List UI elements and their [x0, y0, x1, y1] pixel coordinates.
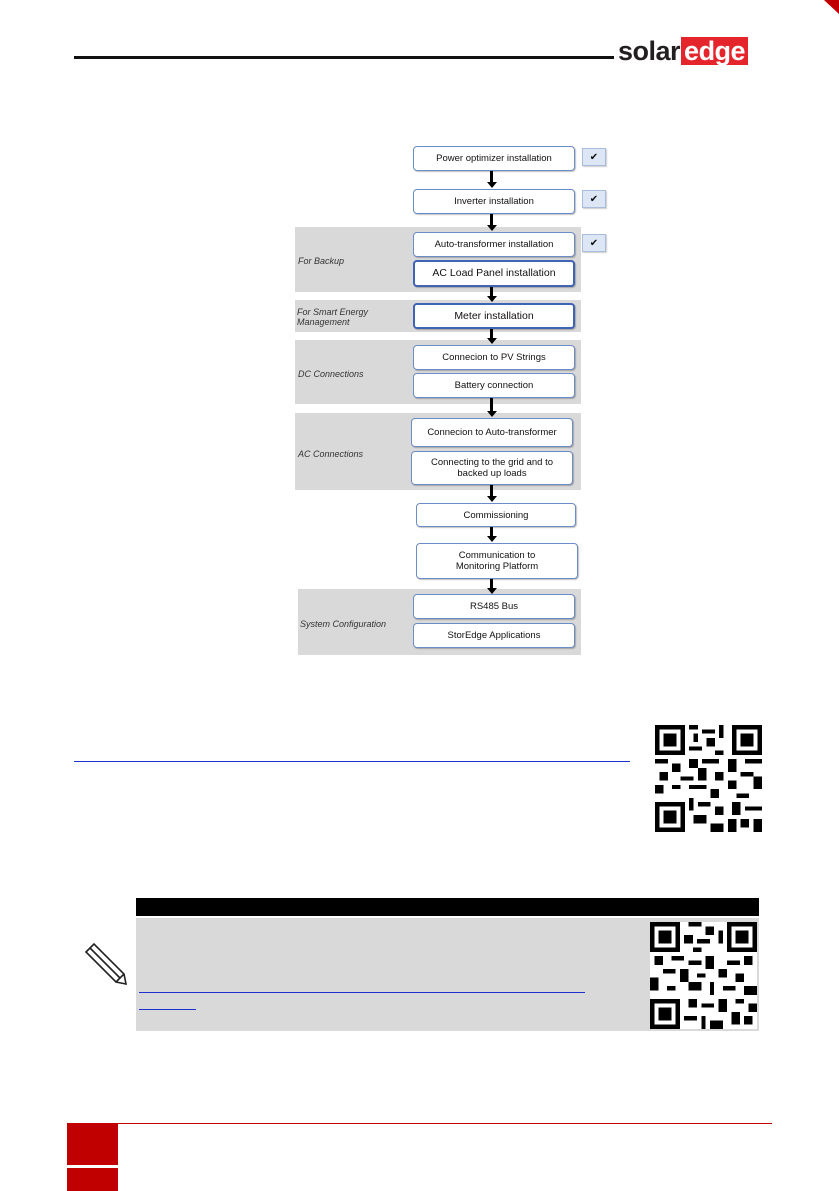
check-auto-transformer: ✔: [582, 234, 606, 252]
step-auto-transformer: Auto-transformer installation: [413, 232, 575, 257]
step-monitoring: Communication to Monitoring Platform: [416, 543, 578, 579]
note-header-bar: [136, 898, 759, 916]
check-power-optimizer: ✔: [582, 148, 606, 166]
arrow-3: [490, 287, 493, 297]
step-rs485: RS485 Bus: [413, 594, 575, 619]
step-ac-load-panel: AC Load Panel installation: [413, 260, 575, 287]
step-inverter: Inverter installation: [413, 189, 575, 214]
group-label-backup: For Backup: [298, 256, 345, 266]
step-storedge: StorEdge Applications: [413, 623, 575, 648]
arrow-6: [490, 485, 493, 497]
arrow-8: [490, 579, 493, 589]
group-label-dc-connections: DC Connections: [298, 369, 364, 379]
hyperlink-underline[interactable]: [74, 761, 630, 762]
arrow-7: [490, 527, 493, 537]
note-hyperlink-underline-2[interactable]: [139, 1009, 196, 1010]
group-label-system-configuration: System Configuration: [300, 619, 387, 629]
solaredge-logo: solar edge: [618, 36, 748, 66]
footer-rule: [118, 1123, 772, 1124]
arrow-5: [490, 398, 493, 412]
step-pv-strings: Connecion to PV Strings: [413, 345, 575, 370]
page-corner-arrow-icon: [824, 0, 839, 14]
group-label-smart-energy: For Smart Energy Management: [297, 307, 369, 327]
step-battery: Battery connection: [413, 373, 575, 398]
footer-page-tab: [67, 1123, 118, 1165]
arrow-1: [490, 171, 493, 183]
step-conn-auto-transformer: Connecion to Auto-transformer: [411, 418, 573, 447]
step-meter: Meter installation: [413, 303, 575, 329]
footer-page-tab-lower: [67, 1168, 118, 1191]
check-inverter: ✔: [582, 190, 606, 208]
note-qr-code: [650, 922, 757, 1029]
note-hyperlink-underline[interactable]: [139, 992, 585, 993]
header-rule: [74, 56, 614, 59]
step-grid-backed-loads: Connecting to the grid and to backed up loads: [411, 451, 573, 485]
group-label-ac-connections: AC Connections: [298, 449, 364, 459]
arrow-4: [490, 329, 493, 339]
qr-code: [655, 725, 762, 832]
step-commissioning: Commissioning: [416, 503, 576, 527]
step-power-optimizer: Power optimizer installation: [413, 146, 575, 171]
note-pencil-icon: [80, 938, 128, 986]
arrow-2: [490, 214, 493, 226]
